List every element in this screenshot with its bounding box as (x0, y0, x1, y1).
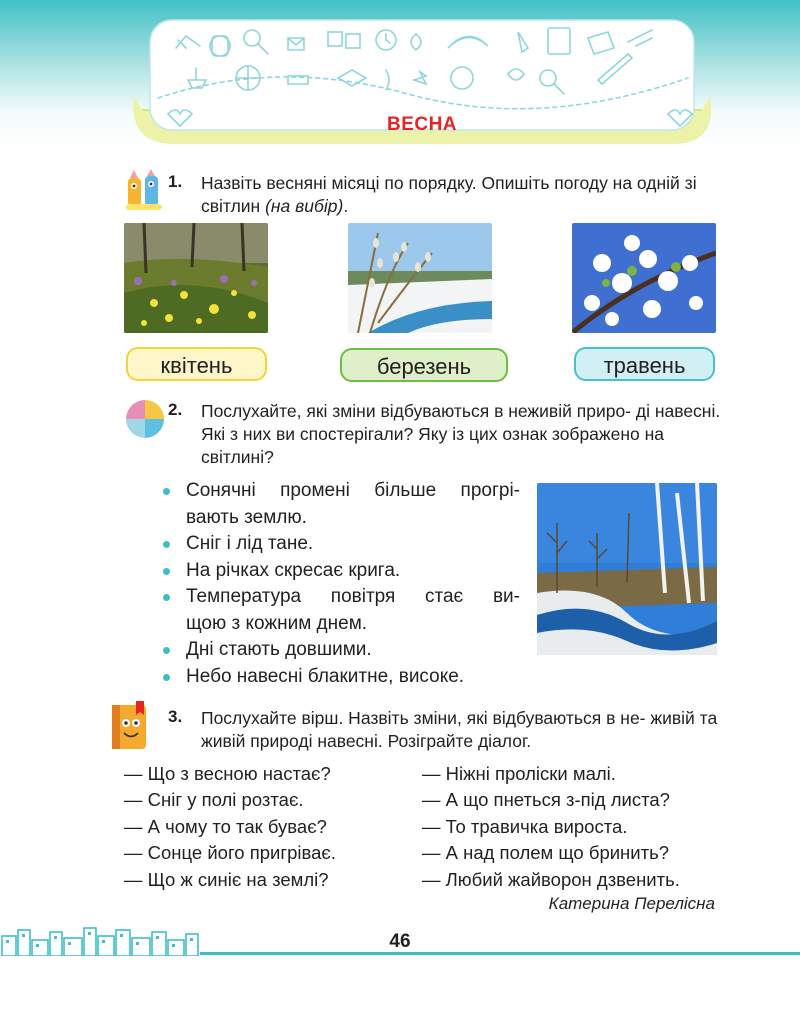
month-label-april: квітень (126, 347, 267, 381)
poem-line: — Що з весною настає? (124, 763, 331, 784)
poem-right-column (422, 761, 680, 893)
list-item: На річках скресає крига. (160, 558, 520, 585)
book-character-icon (108, 701, 152, 755)
task-text: Назвіть весняні місяці по порядку. Опишіть погоду на одній зі світлин (на вибір). (201, 173, 697, 216)
pencils-icon (124, 168, 166, 212)
task-number: 1. (168, 172, 183, 191)
poem-line: — То травичка вироста. (422, 815, 628, 837)
task-number: 3. (168, 707, 183, 726)
poem-line: — А чому то так буває? (124, 815, 327, 837)
banner-title: ВЕСНА (386, 114, 458, 135)
task-text: Послухайте вірш. Назвіть зміни, які відбуваються в не- живій та живій природі навесні. Розіграйте діалог. (201, 708, 718, 751)
list-item: Дні стають довшими. (160, 637, 520, 664)
task-emphasis: (на вибір) (265, 196, 344, 216)
forest-flowers-photo (124, 223, 268, 333)
color-wheel-icon (124, 398, 166, 440)
task-text: Послухайте, які зміни відбуваються в неживій приро- ді навесні. Які з них ви спостерігали? Яку із цих ознак зображено на світлині? (201, 401, 721, 467)
month-label-may: травень (574, 347, 715, 381)
poem-author: Катерина Перелісна (548, 894, 715, 913)
spring-river-photo (537, 483, 717, 655)
list-item: Небо навесні блакитне, високе. (160, 664, 520, 691)
poem-line: — Сонце його пригріває. (124, 842, 336, 864)
poem-line: — А що пнеться з-під листа? (422, 789, 670, 811)
task-number: 2. (168, 400, 183, 419)
poem-line: — Любий жайворон дзвенить. (422, 868, 680, 890)
page-number: 46 (389, 931, 411, 952)
month-label-march: березень (340, 348, 508, 382)
poem-left-column (124, 761, 336, 893)
list-item: Сонячні промені більше прогрі- вають землю. (160, 478, 520, 531)
blossom-photo (572, 223, 716, 333)
city-skyline-icon (0, 926, 200, 956)
footer-line (200, 952, 800, 955)
list-item: Сніг і лід тане. (160, 531, 520, 558)
poem-line: — Сніг у полі розтає. (124, 789, 304, 811)
list-item: Температура повітря стає ви- щою з кожним днем. (160, 584, 520, 637)
poem-line: — Що ж синіє на землі? (124, 868, 329, 890)
willow-river-photo (348, 223, 492, 333)
title-banner (128, 18, 716, 136)
spring-signs-list (160, 478, 520, 690)
poem-line: — А над полем що бринить? (422, 842, 670, 864)
poem-line: — Ніжні проліски малі. (422, 763, 616, 784)
